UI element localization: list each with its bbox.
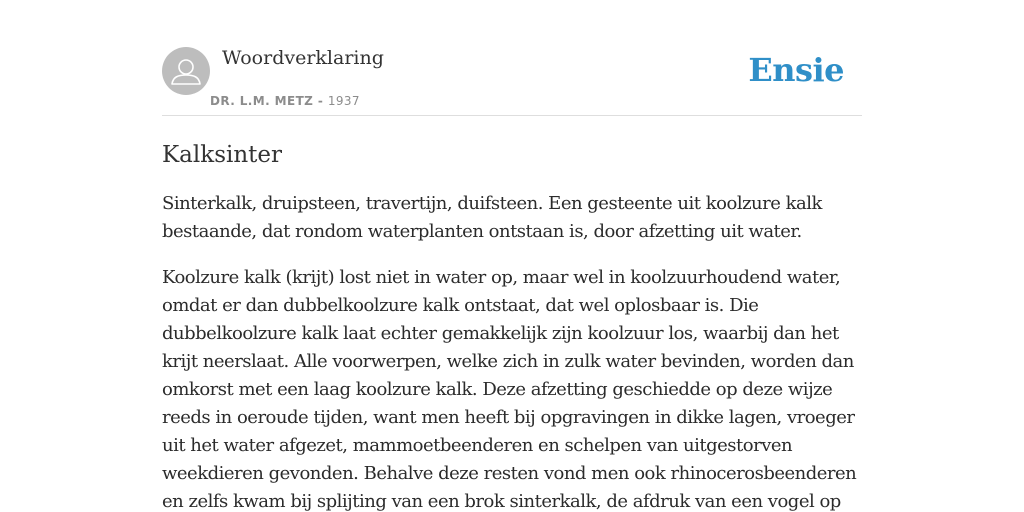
source-meta — [210, 93, 360, 109]
source-header — [162, 0, 862, 116]
entry-title: Kalksinter — [162, 142, 283, 168]
entry-paragraph: Koolzure kalk (krijt) lost niet in water op, maar wel in koolzuurhoudend water, omdat er dan dubbelkoolzure kalk ontstaat, dat wel oplosbaar is. Die dubbelkoolzure kalk laat echter gemakkelijk zijn koolzuur los, waarbij dan het krijt neerslaat. Alle voorwerpen, welke zich in zulk water bevinden, worden dan omkorst met een laag koolzure kalk. Deze afzetting geschiedde op deze wijze reeds in oeroude tijden, want men heeft bij opgravingen in dikke lagen, vroeger uit het water afgezet, mammoetbeenderen en schelpen van uitgestorven weekdieren gevonden. Behalve deze resten vond men ook rhinocerosbeenderen en zelfs kwam bij splijting van een brok sinterkalk, de afdruk van een vogel op — [162, 267, 857, 512]
source-author[interactable]: DR. L.M. METZ — [210, 94, 314, 108]
avatar[interactable] — [162, 47, 210, 95]
meta-separator: - — [313, 94, 328, 108]
user-icon — [162, 47, 210, 95]
source-year: 1937 — [327, 94, 360, 108]
entry-body — [162, 190, 862, 512]
source-title[interactable]: Woordverklaring — [222, 47, 384, 69]
entry-content — [162, 0, 862, 512]
entry-paragraph: Sinterkalk, druipsteen, travertijn, duifsteen. Een gesteente uit koolzure kalk bestaande, dat rondom waterplanten ontstaan is, door afzetting uit water. — [162, 193, 822, 242]
brand-logo[interactable]: Ensie — [748, 51, 844, 89]
